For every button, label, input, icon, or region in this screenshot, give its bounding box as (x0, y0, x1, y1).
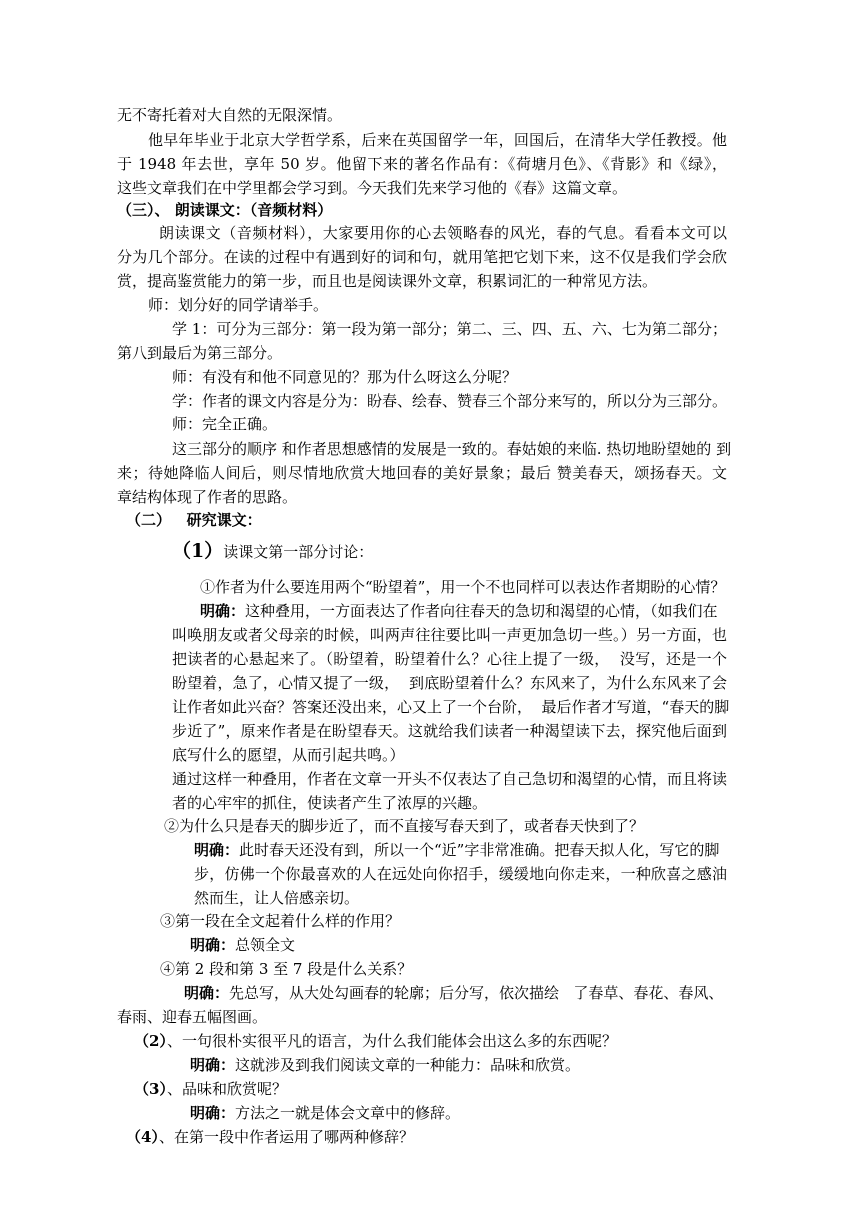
answer-line: 明确：总领全文 (190, 936, 296, 954)
answer-label: 明确： (190, 1056, 236, 1074)
section-heading: （二） 研究课文： (126, 511, 262, 529)
item-number: （1） (172, 540, 224, 562)
numbered-question: （2）、一句很朴实很平凡的语言，为什么我们能体会出这么多的东西呢？ (134, 1032, 617, 1050)
text-line: 让作者如此兴奋？答案还没出来，心又上了一个台阶， 最后作者才写道，“春天的脚 (172, 698, 730, 716)
text-line: 步，仿佛一个你最喜欢的人在远处向你招手，缓缓地向你走来，一种欣喜之感油 (194, 865, 727, 883)
answer-line: 明确：这就涉及到我们阅读文章的一种能力：品味和欣赏。 (190, 1056, 581, 1074)
section-heading: （三）、 朗读课文：（音频材料） (117, 201, 333, 219)
numbered-heading (172, 540, 373, 563)
answer-line: 明确：方法之一就是体会文章中的修辞。 (190, 1104, 461, 1122)
text-line: 把读者的心悬起来了。（盼望着，盼望着什么？心往上提了一级， 没写，还是一个 (172, 650, 727, 668)
text-line: 盼望着，急了，心情又提了一级， 到底盼望着什么？东风来了，为什么东风来了会 (172, 674, 727, 692)
text-line: 分为几个部分。在读的过程中有遇到好的词和句，就用笔把它划下来，这不仅是我们学会欣 (117, 248, 727, 266)
text-line: 这些文章我们在中学里都会学习到。今天我们先来学习他的《春》这篇文章。 (117, 179, 628, 197)
text-line: 步近了”，原来作者是在盼望春天。这就给我们读者一种渴望读下去，探究他后面到 (172, 722, 727, 740)
text-line: 然而生，让人倍感亲切。 (194, 889, 360, 907)
numbered-question: （3）、品味和欣赏呢？ (134, 1080, 287, 1098)
item-number: （2） (134, 1032, 167, 1050)
answer-label: 明确： (194, 841, 240, 859)
text-line: 赏，提高鉴赏能力的第一步，而且也是阅读课外文章，积累词汇的一种常见方法。 (117, 272, 658, 290)
text-line: 学：作者的课文内容是分为：盼春、绘春、赞春三个部分来写的，所以分为三部分。 (172, 392, 728, 410)
text-line: 朗读课文（音频材料），大家要用你的心去领略春的风光，春的气息。看看本文可以 (159, 224, 727, 242)
question-line: ④第 2 段和第 3 至 7 段是什么关系？ (160, 960, 413, 978)
text-line: 师：完全正确。 (172, 415, 278, 433)
answer-line: 明确：先总写，从大处勾画春的轮廓；后分写，依次描绘 了春草、春花、春风、 (184, 984, 724, 1002)
answer-label: 明确： (200, 602, 246, 620)
text-line: 者的心牢牢的抓住，使读者产生了浓厚的兴趣。 (172, 794, 488, 812)
question-line: ①作者为什么要连用两个“盼望着”，用一个不也同样可以表达作者期盼的心情？ (200, 578, 726, 596)
text-line: 师：有没有和他不同意见的？那为什么呀这么分呢？ (172, 368, 518, 386)
heading-text: 读课文第一部分讨论： (223, 543, 374, 561)
item-number: （4） (126, 1128, 159, 1146)
text-line: 来；待她降临人间后，则尽情地欣赏大地回春的美好景象；最后 赞美春天，颂扬春天。文 (117, 464, 727, 482)
question-line: ②为什么只是春天的脚步近了，而不直接写春天到了，或者春天快到了？ (164, 817, 645, 835)
text-line: 学 1：可分为三部分：第一段为第一部分；第二、三、四、五、六、七为第二部分； (172, 320, 727, 338)
text-line: 底写什么的愿望，从而引起共鸣。） (172, 746, 405, 764)
text-line: 这三部分的顺序 和作者思想感情的发展是一致的。春姑娘的来临. 热切地盼望她的 到 (172, 440, 732, 458)
answer-line: 明确：这种叠用，一方面表达了作者向往春天的急切和渴望的心情，（如我们在 (200, 602, 718, 620)
text-line: 他早年毕业于北京大学哲学系，后来在英国留学一年，回国后，在清华大学任教授。他 (148, 131, 727, 149)
item-number: （3） (134, 1080, 167, 1098)
text-line: 第八到最后为第三部分。 (117, 344, 283, 362)
text-line: 章结构体现了作者的思路。 (117, 488, 298, 506)
answer-label: 明确： (184, 984, 230, 1002)
text-line: 叫唤朋友或者父母亲的时候，叫两声往往要比叫一声更加急切一些。）另一方面，也 (172, 626, 727, 644)
answer-line: 明确：此时春天还没有到，所以一个“近”字非常准确。把春天拟人化，写它的脚 (194, 841, 720, 859)
text-line: 无不寄托着对大自然的无限深情。 (117, 106, 343, 124)
text-line: 春雨、迎春五幅图画。 (117, 1008, 268, 1026)
text-line: 通过这样一种叠用，作者在文章一开头不仅表达了自己急切和渴望的心情，而且将读 (172, 770, 728, 788)
question-line: ③第一段在全文起着什么样的作用？ (160, 912, 401, 930)
answer-label: 明确： (190, 1104, 236, 1122)
numbered-question: （4）、在第一段中作者运用了哪两种修辞？ (126, 1128, 414, 1146)
answer-label: 明确： (190, 936, 236, 954)
text-line: 于 1948 年去世，享年 50 岁。他留下来的著名作品有：《荷塘月色》、《背影》和《绿》， (117, 155, 727, 173)
text-line: 师：划分好的同学请举手。 (148, 296, 329, 314)
